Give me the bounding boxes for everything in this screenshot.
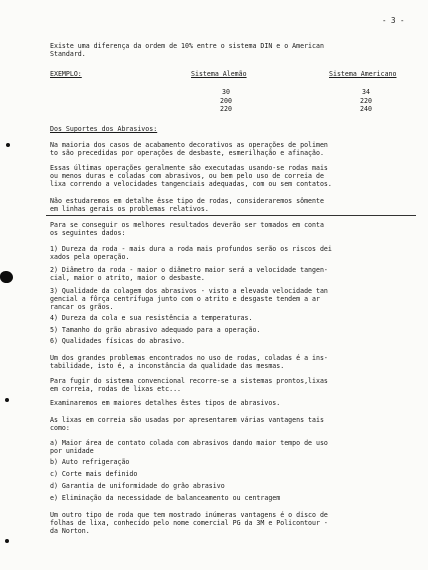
paragraph-line: Na maioria dos casos de acabamento decorativos as operações de polimen: [50, 141, 328, 149]
binding-mark-bottom: [5, 539, 9, 543]
list-item-line: 1) Dureza da roda - mais dura a roda mais profundos serão os riscos dei: [50, 245, 332, 253]
binding-mark-middle: [5, 398, 9, 402]
paragraph-line: Um dos grandes problemas encontrados no uso de rodas, coladas é a ins-: [50, 354, 328, 362]
col2-header: Sistema Americano: [329, 70, 397, 78]
page-number: - 3 -: [382, 16, 405, 25]
paragraph-line: Essas últimas operações geralmente são executadas usando-se rodas mais: [50, 164, 328, 172]
col1-value: 200: [220, 97, 232, 105]
list-item-line: 4) Dureza da cola e sua resistência a temperaturas.: [50, 314, 253, 322]
list-item-line: rancar os grãos.: [50, 303, 114, 311]
list-item-line: e) Eliminação da necessidade de balanceamento ou centragem: [50, 494, 281, 502]
paragraph-line: Para se conseguir os melhores resultados deverão ser tomados em conta: [50, 221, 324, 229]
list-item-line: 2) Diâmetro da roda - maior o diâmetro maior será a velocidade tangen-: [50, 266, 328, 274]
paragraph-line: As lixas em correia são usadas por apresentarem várias vantagens tais: [50, 416, 324, 424]
col1-value: 30: [222, 88, 230, 96]
col2-value: 240: [360, 105, 372, 113]
paragraph-line: os seguintes dados:: [50, 229, 126, 237]
list-item-line: c) Corte mais definido: [50, 470, 138, 478]
list-item-line: 5) Tamanho do grão abrasivo adequado para a operação.: [50, 326, 261, 334]
paragraph-line: ou menos duras e coladas com abrasivos, ou bem pelo uso de correia de: [50, 172, 324, 180]
paragraph-line: Um outro tipo de roda que tem mostrado inúmeras vantagens é o disco de: [50, 511, 328, 519]
section-title: Dos Suportes dos Abrasivos:: [50, 125, 158, 133]
list-item-line: por unidade: [50, 447, 94, 455]
paragraph-line: em linhas gerais os problemas relativos.: [50, 205, 209, 213]
list-item-line: 6) Qualidades físicas do abrasivo.: [50, 337, 185, 345]
paragraph-line: tabilidade, isto é, a inconstância da qualidade das mesmas.: [50, 362, 285, 370]
punch-hole-mark: [0, 271, 13, 283]
intro-line-1: Existe uma diferença da ordem de 10% entre o sistema DIN e o American: [50, 42, 324, 50]
list-item-line: 3) Qualidade da colagem dos abrasivos - visto a elevada velocidade tan: [50, 287, 328, 295]
col2-value: 34: [362, 88, 370, 96]
paragraph-line: Para fugir do sistema convencional recorre-se a sistemas prontos,lixas: [50, 377, 328, 385]
paragraph-line: como:: [50, 424, 70, 432]
list-item-line: d) Garantia de uniformidade do grão abrasivo: [50, 482, 225, 490]
example-label: EXEMPLO:: [50, 70, 82, 78]
col1-value: 220: [220, 105, 232, 113]
paragraph-line: lixa correndo a velocidades tangenciais adequadas, com ou sem contatos.: [50, 180, 332, 188]
list-item-line: b) Auto refrigeração: [50, 458, 130, 466]
paragraph-line: folhas de lixa, conhecido pelo nome comercial PG da 3M e Policontour -: [50, 519, 328, 527]
list-item-line: gencial a fôrça centrífuga junto com o atrito e desgaste tendem a ar: [50, 295, 320, 303]
paragraph-line: to são precedidas por operações de desbaste, esmerilhação e afinação.: [50, 149, 324, 157]
paragraph-line: Não estudaremos em detalhe êsse tipo de rodas, consideraremos sômente: [50, 197, 324, 205]
binding-mark-top: [6, 143, 10, 147]
paragraph-line: da Norton.: [50, 527, 90, 535]
intro-line-2: Standard.: [50, 50, 86, 58]
col1-header: Sistema Alemão: [191, 70, 247, 78]
paragraph-line: Examinaremos em maiores detalhes êstes tipos de abrasivos.: [50, 399, 281, 407]
list-item-line: a) Maior área de contato colada com abrasivos dando maior tempo de uso: [50, 439, 328, 447]
paragraph-line: em correia, rodas de lixas etc...: [50, 385, 182, 393]
col2-value: 220: [360, 97, 372, 105]
strike-line: [46, 215, 416, 216]
list-item-line: xados pela operação.: [50, 253, 130, 261]
list-item-line: cial, maior o atrito, maior o desbaste.: [50, 274, 205, 282]
